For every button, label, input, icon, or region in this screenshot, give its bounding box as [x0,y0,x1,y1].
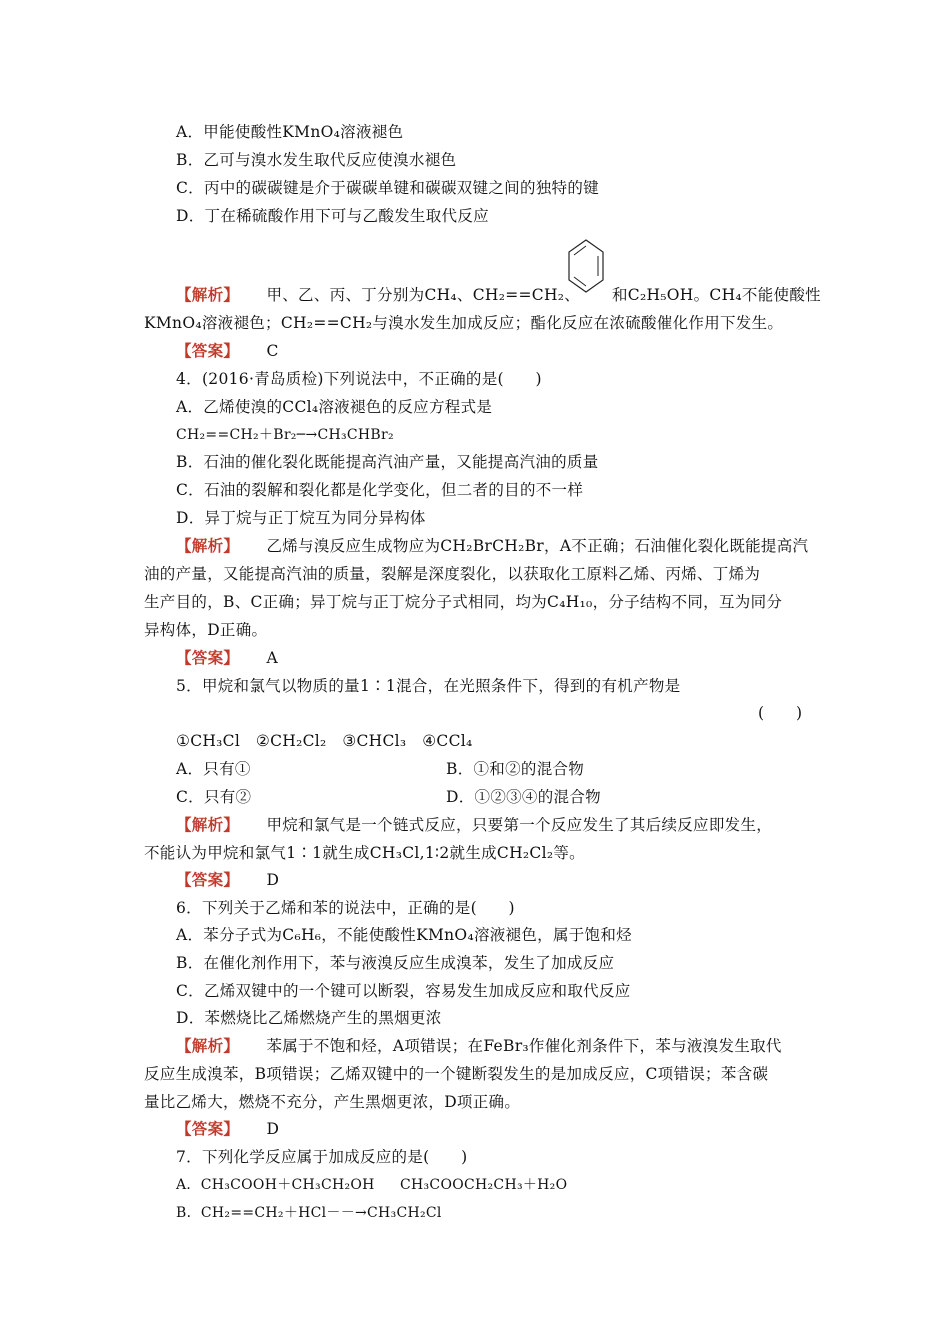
q5-option-d: D．①②③④的混合物 [446,788,601,806]
q5-option-b: B．①和②的混合物 [446,760,585,778]
q5-option-a: A．只有① [176,760,251,778]
q6-analysis-line1: 【解析】 苯属于不饱和烃，A项错误；在FeBr₃作催化剂条件下，苯与液溴发生取代 [176,1036,782,1055]
q4-analysis-line4: 异构体，D正确。 [144,621,268,639]
analysis-tag: 【解析】 [176,815,240,834]
q6-option-c: C．乙烯双键中的一个键可以断裂，容易发生加成反应和取代反应 [176,982,631,1000]
q4-option-d: D．异丁烷与正丁烷互为同分异构体 [176,509,426,527]
answer-tag: 【答案】 [176,648,240,667]
analysis-tag: 【解析】 [176,1036,240,1055]
q4-answer: 【答案】 A [176,648,278,667]
q3-answer: 【答案】 C [176,341,279,360]
q4-analysis-line3: 生产目的，B、C正确；异丁烷与正丁烷分子式相同，均为C₄H₁₀，分子结构不同，互为同分 [144,593,783,611]
q6-answer: 【答案】 D [176,1119,280,1138]
q4-option-a: A．乙烯使溴的CCl₄溶液褪色的反应方程式是 [176,398,493,416]
analysis-tag: 【解析】 [176,285,240,304]
answer-tag: 【答案】 [176,341,240,360]
q5-stem: 5．甲烷和氯气以物质的量1∶1混合，在光照条件下，得到的有机产物是 [176,677,681,695]
q6-option-d: D．苯燃烧比乙烯燃烧产生的黑烟更浓 [176,1009,442,1027]
q3-option-a: A．甲能使酸性KMnO₄溶液褪色 [176,123,404,141]
q6-analysis-line2: 反应生成溴苯，B项错误；乙烯双键中的一个键断裂发生的是加成反应，C项错误；苯含碳 [144,1065,769,1083]
q3-option-d: D．丁在稀硫酸作用下可与乙酸发生取代反应 [176,207,489,225]
q3-option-c: C．丙中的碳碳键是介于碳碳单键和碳碳双键之间的独特的键 [176,179,599,197]
q4-stem: 4．(2016·青岛质检)下列说法中，不正确的是( ) [176,370,542,388]
q5-option-c: C．只有② [176,788,252,806]
q6-option-a: A．苯分子式为C₆H₆，不能使酸性KMnO₄溶液褪色，属于饱和烃 [176,926,632,944]
q3-option-b: B．乙可与溴水发生取代反应使溴水褪色 [176,151,457,169]
q6-stem: 6．下列关于乙烯和苯的说法中，正确的是( ) [176,899,515,917]
q4-option-c: C．石油的裂解和裂化都是化学变化，但二者的目的不一样 [176,481,584,499]
q5-answer: 【答案】 D [176,870,280,889]
q5-answer-bracket: ( ) [758,704,803,722]
q5-analysis-line2: 不能认为甲烷和氯气1∶1就生成CH₃Cl,1∶2就生成CH₂Cl₂等。 [144,844,585,862]
q6-analysis-line3: 量比乙烯大，燃烧不充分，产生黑烟更浓，D项正确。 [144,1093,521,1111]
q4-option-b: B．石油的催化裂化既能提高汽油产量，又能提高汽油的质量 [176,453,599,471]
analysis-tag: 【解析】 [176,536,240,555]
q5-analysis-line1: 【解析】 甲烷和氯气是一个链式反应，只要第一个反应发生了其后续反应即发生， [176,815,773,834]
q3-analysis-line1b: 和C₂H₅OH。CH₄不能使酸性 [612,286,821,304]
answer-tag: 【答案】 [176,870,240,889]
q3-analysis-line1: 【解析】 甲、乙、丙、丁分别为CH₄、CH₂==CH₂、 [176,285,581,304]
q4-equation: CH₂==CH₂＋Br₂─→CH₃CHBr₂ [176,427,394,443]
q6-option-b: B．在催化剂作用下，苯与液溴反应生成溴苯，发生了加成反应 [176,954,615,972]
q7-option-a-right: CH₃COOCH₂CH₃＋H₂O [400,1177,568,1193]
q7-stem: 7．下列化学反应属于加成反应的是( ) [176,1148,468,1166]
q5-items: ①CH₃Cl ②CH₂Cl₂ ③CHCl₃ ④CCl₄ [176,732,473,750]
answer-tag: 【答案】 [176,1119,240,1138]
q3-analysis-line2: KMnO₄溶液褪色；CH₂==CH₂与溴水发生加成反应；酯化反应在浓硫酸催化作用下发生。 [144,314,784,332]
q4-analysis-line1: 【解析】 乙烯与溴反应生成物应为CH₂BrCH₂Br，A不正确；石油催化裂化既能提高汽 [176,536,809,555]
q7-option-a-left: A．CH₃COOH＋CH₃CH₂OH [176,1177,375,1193]
q7-option-b: B．CH₂==CH₂＋HCl－－→CH₃CH₂Cl [176,1205,442,1221]
q4-analysis-line2: 油的产量，又能提高汽油的质量，裂解是深度裂化，以获取化工原料乙烯、丙烯、丁烯为 [144,565,761,583]
